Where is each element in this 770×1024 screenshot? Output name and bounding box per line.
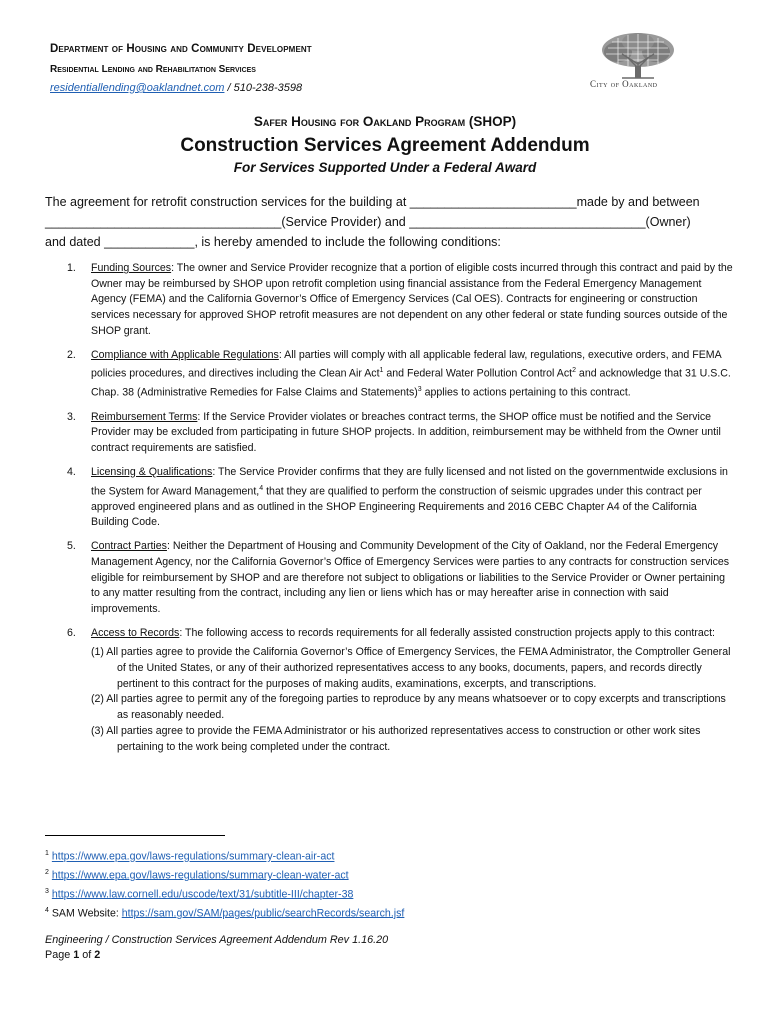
footnote-ref[interactable]: 3	[417, 386, 422, 394]
list-item	[45, 348, 735, 402]
list-item	[45, 539, 735, 618]
item-body	[91, 539, 735, 618]
footnote-number: 3	[45, 887, 49, 895]
item-number: 6.	[67, 626, 76, 639]
footnote-link[interactable]: https://www.epa.gov/laws-regulations/summary-clean-air-act	[51, 850, 335, 863]
footnote-ref[interactable]: 4	[259, 484, 264, 492]
item-heading: Contract Parties	[91, 540, 167, 553]
item-text: : The following access to records requirements for all federally assisted construction projects apply to this contract:	[179, 626, 715, 639]
page-of: of	[79, 949, 95, 961]
footnote-link[interactable]: https://sam.gov/SAM/pages/public/searchRecords/search.jsf	[121, 907, 405, 920]
item-text: that they are qualified to perform the construction of seismic upgrades under this contract per approved engineered plans and as outlined in the SHOP Engineering Requirements and 2016 CEBC Chapter A4 of the California Building Code.	[91, 485, 702, 529]
document-subtitle: For Services Supported Under a Federal Award	[233, 160, 537, 175]
list-item	[45, 261, 735, 340]
logo-text: City of Oakland	[590, 79, 658, 89]
footnote-divider	[45, 835, 225, 836]
footnote-ref[interactable]: 1	[379, 367, 384, 375]
item-body	[91, 465, 735, 531]
sub-list-item: (2) All parties agree to permit any of the foregoing parties to reproduce by any means whatsoever or to copy excerpts and transcriptions as reasonably needed.	[91, 693, 726, 722]
item-heading: Compliance with Applicable Regulations	[91, 348, 279, 361]
item-number: 1.	[67, 262, 76, 274]
sub-list	[91, 645, 735, 755]
item-text: : The owner and Service Provider recognize that a portion of eligible costs incurred through this contract and paid by the Owner may be reimbursed by SHOP upon retrofit completion using financial assistance from the Federal Emergency Management Agency (FEMA) and the California Governor’s Office of Emergency Services (Cal OES). Contracts for engineering or construction services necessary for approved SHOP retrofit measures are not dependent on any other federal or state funding sources outside of the SHOP grant.	[91, 262, 733, 337]
item-number: 3.	[67, 410, 76, 423]
item-body	[91, 348, 735, 402]
footnote-link[interactable]: https://www.epa.gov/laws-regulations/summary-clean-water-act	[51, 869, 349, 882]
item-text: : Neither the Department of Housing and Community Development of the City of Oakland, nor the Federal Emergency Management Agency, nor the California Governor’s Office of Emergency Services were parties to any contracts for construction services eligible for reimbursement by SHOP and are therefore not subject to obligations or liabilities to the Service Provider or Owner pertaining to any matter resulting from the contract, including any lien or liens which has or may hereafter arise in connection with said improvements.	[91, 540, 730, 615]
footnote	[45, 903, 404, 922]
footnote-number: 2	[45, 868, 49, 876]
page-prefix: Page	[45, 949, 74, 961]
sub-list-item: (3) All parties agree to provide the FEMA Administrator or his authorized representatives access to construction or other work sites pertaining to the work being completed under the contract.	[91, 724, 701, 753]
item-heading: Reimbursement Terms	[91, 410, 198, 423]
division-name: Residential Lending and Rehabilitation Services	[50, 64, 256, 75]
letterhead	[50, 42, 312, 95]
footnote-link[interactable]: https://www.law.cornell.edu/uscode/text/31/subtitle-III/chapter-38	[51, 888, 354, 901]
footnote-number: 1	[45, 850, 49, 857]
item-heading: Licensing & Qualifications	[91, 465, 213, 478]
footnote-number: 4	[45, 906, 49, 914]
footnote-ref[interactable]: 2	[572, 367, 576, 375]
item-text: : The Service Provider confirms that they are fully licensed and not listed on the governmentwide exclusions in the System for Award Management,	[91, 465, 728, 498]
footer-revision: Engineering / Construction Services Agreement Addendum Rev 1.16.20	[45, 934, 389, 946]
item-body	[91, 410, 735, 457]
sub-list-item: (1) All parties agree to provide the California Governor’s Office of Emergency Services, the FEMA Administrator, the Comptroller General of the United States, or any of their authorized representatives access to any books, documents, papers, and records directly pertinent to this contract for the purposes of making audits, examinations, excerpts, and transcriptions.	[91, 646, 731, 690]
list-item	[45, 465, 735, 531]
item-number: 5.	[67, 540, 76, 553]
page-total: 2	[94, 949, 101, 961]
contact-phone: 510-238-3598	[233, 82, 303, 94]
department-name: Department of Housing and Community Development	[50, 43, 312, 55]
document-title: Construction Services Agreement Addendum	[180, 135, 590, 156]
footnote	[45, 865, 404, 884]
intro-line-1: The agreement for retrofit construction services for the building at ________________________made by and between	[45, 195, 700, 209]
footnote-prefix: SAM Website:	[51, 907, 122, 920]
item-body	[91, 261, 735, 340]
program-name: Safer Housing for Oakland Program (SHOP)	[253, 114, 517, 129]
list-item	[45, 626, 735, 756]
contact-email-link[interactable]: residentiallending@oaklandnet.com	[50, 82, 225, 94]
item-text: : If the Service Provider violates or breaches contract terms, the SHOP office must be notified and the Service Provider may be excluded from participating in future SHOP projects. In addition, reimbursement may be withheld from the Owner until contract requirements are satisfied.	[91, 410, 721, 455]
footnote	[45, 884, 404, 903]
item-text: and Federal Water Pollution Control Act	[383, 367, 573, 380]
page-footer	[45, 933, 388, 963]
item-heading: Access to Records	[91, 626, 180, 639]
item-number: 4.	[67, 465, 76, 478]
conditions-list	[45, 261, 735, 763]
page-number	[45, 948, 388, 963]
item-body	[91, 626, 735, 756]
intro-line-2: __________________________________(Service Provider) and __________________________________(Owner)	[45, 215, 691, 229]
page-current: 1	[73, 949, 80, 961]
intro-line-3: and dated _____________, is hereby amended to include the following conditions:	[45, 235, 501, 249]
footnote	[45, 846, 404, 865]
contact-separator: /	[224, 82, 234, 94]
item-text: and acknowledge that 31 U.S.C. Chap. 38 (Administrative Remedies for False Claims and Statements)	[91, 367, 731, 399]
item-heading: Funding Sources	[91, 262, 172, 274]
footnotes	[45, 846, 404, 922]
item-number: 2.	[67, 348, 76, 361]
list-item	[45, 410, 735, 457]
item-text: : All parties will comply with all applicable federal law, regulations, executive orders, and FEMA policies procedures, and directives including the Clean Air Act	[91, 348, 722, 380]
contact-line	[50, 81, 312, 95]
item-text: applies to actions pertaining to this contract.	[421, 386, 631, 399]
intro-paragraph	[45, 192, 725, 252]
